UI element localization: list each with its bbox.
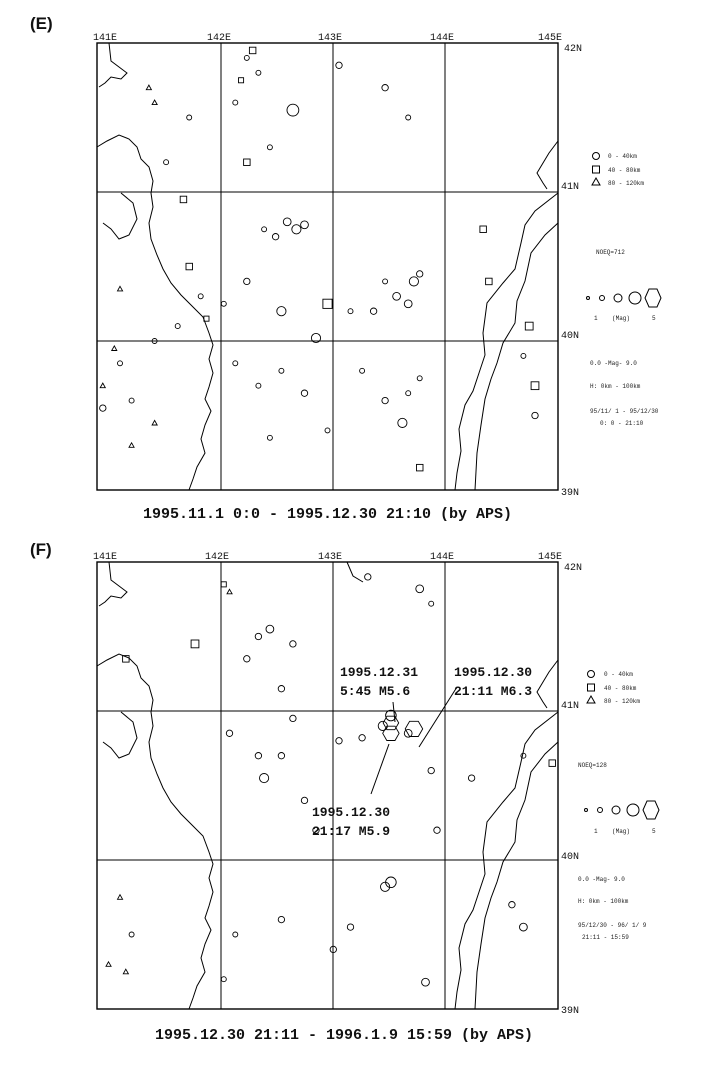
epicenter-e-44 (521, 353, 526, 358)
panel-f-label: (F) (30, 540, 52, 559)
coastline-mutsu-bay-f (103, 712, 137, 758)
mag-5-hexagon-icon-f (643, 801, 659, 819)
annotation-m59 (312, 803, 390, 841)
epicenter-e-39 (198, 294, 203, 299)
annotation-m63-time-mag: 21:11 M6.3 (454, 684, 533, 699)
epicenter-f-35 (129, 932, 134, 937)
period-dates-e: 95/11/ 1 - 95/12/30 (590, 408, 659, 415)
epicenter-e-43 (532, 412, 538, 418)
epicenter-e-31 (417, 376, 422, 381)
epicenter-e-21 (244, 278, 250, 284)
map-frame (97, 43, 558, 490)
mag-3-icon-f (612, 806, 620, 814)
annotation-m59-time-mag: 21:17 M5.9 (312, 824, 391, 839)
lon-label-141e-f: 141E (93, 552, 118, 563)
lon-label-145e: 145E (538, 33, 563, 44)
mag-scale-label-f: (Mag) (612, 828, 631, 835)
deep-triangle-icon (592, 178, 600, 185)
coastline-hokkaido (455, 141, 558, 490)
annotation-m56 (340, 663, 418, 701)
epicenter-e-58 (152, 100, 157, 105)
epicenter-f-45 (227, 589, 232, 594)
epicenter-e-3 (301, 221, 309, 229)
epicenter-f-17 (290, 715, 296, 721)
lon-label-141e: 141E (93, 33, 118, 44)
epicenter-e-53 (525, 322, 533, 330)
epicenter-f-44 (106, 962, 111, 967)
epicenter-e-1 (287, 104, 299, 116)
epicenter-e-28 (360, 368, 365, 373)
shallow-circle-icon (593, 153, 600, 160)
epicenter-f-0 (405, 721, 423, 736)
magnitude-scale-e (580, 285, 665, 311)
epicenter-f-11 (429, 601, 434, 606)
annotation-m59-date: 1995.12.30 (312, 805, 391, 820)
epicenter-e-61 (129, 443, 134, 448)
epicenter-e-16 (406, 115, 411, 120)
lat-label-41n-f: 41N (561, 701, 580, 712)
epicenter-e-12 (383, 279, 388, 284)
epicenter-e-0 (277, 307, 286, 316)
epicenter-f-9 (365, 574, 371, 580)
epicenter-f-18 (226, 730, 232, 736)
epicenter-f-40 (221, 582, 226, 587)
epicenter-e-50 (531, 382, 539, 390)
lon-label-145e-f: 145E (538, 552, 563, 563)
epicenter-f-19 (255, 753, 261, 759)
epicenter-f-42 (118, 895, 123, 900)
epicenter-f-43 (123, 969, 128, 974)
epicenter-e-2 (292, 225, 301, 234)
lat-label-42n-f: 42N (564, 563, 583, 574)
lat-label-42n: 42N (564, 44, 583, 55)
epicenter-e-32 (398, 418, 407, 427)
period-dates-f: 95/12/30 - 96/ 1/ 9 (578, 922, 647, 929)
magnitude-scale-f (578, 797, 663, 823)
epicenter-e-15 (382, 85, 388, 91)
epicenter-e-48 (323, 299, 332, 308)
epicenter-e-62 (152, 420, 157, 425)
epicenter-f-28 (509, 902, 515, 908)
epicenter-e-42 (409, 277, 418, 286)
epicenter-e-54 (249, 47, 256, 54)
depth-legend-symbols-e (590, 150, 604, 190)
epicenter-f-38 (191, 640, 199, 648)
caption-f: 1995.12.30 21:11 - 1996.1.9 15:59 (by APS) (155, 1027, 534, 1044)
epicenter-e-4 (283, 218, 291, 226)
epicenter-e-10 (417, 271, 423, 277)
epicenter-e-33 (325, 428, 330, 433)
epicenter-e-60 (112, 346, 117, 351)
epicenter-e-49 (486, 278, 493, 285)
map-frame-f (97, 562, 558, 1009)
leader-line-m59 (371, 744, 389, 794)
mag-range-e: 0.0 -Mag- 9.0 (590, 360, 637, 367)
epicenter-map-f (97, 562, 558, 1009)
mag-4-icon (629, 292, 641, 304)
epicenter-e-26 (301, 390, 307, 396)
epicenter-f-13 (255, 633, 261, 639)
coastline-honshu-north (97, 43, 213, 490)
epicenter-e-46 (186, 263, 193, 270)
epicenter-f-12 (266, 625, 274, 633)
epicenter-e-6 (262, 227, 267, 232)
lat-label-40n-f: 40N (561, 852, 580, 863)
epicenter-f-33 (233, 932, 238, 937)
epicenter-e-18 (256, 70, 261, 75)
epicenter-e-37 (118, 361, 123, 366)
epicenter-map-e (97, 43, 558, 490)
epicenter-e-29 (382, 397, 388, 403)
caption-e: 1995.11.1 0:0 - 1995.12.30 21:10 (by APS) (143, 506, 513, 523)
epicenter-f-36 (434, 827, 440, 833)
lon-label-143e: 143E (318, 33, 343, 44)
epicenter-e-22 (221, 301, 226, 306)
depth-range-f: H: 0km - 100km (578, 898, 629, 905)
epicenter-e-13 (348, 309, 353, 314)
epicenter-f-34 (221, 977, 226, 982)
legend-depth-shallow-f: 0 - 40km (604, 671, 633, 678)
lon-label-143e-f: 143E (318, 552, 343, 563)
epicenter-f-30 (347, 924, 353, 930)
depth-range-e: H: 0km - 100km (590, 383, 641, 390)
epicenter-e-57 (146, 85, 151, 90)
epicenter-e-20 (267, 145, 272, 150)
leader-line-m63 (419, 687, 457, 747)
intermediate-square-icon-f (588, 684, 595, 691)
epicenter-f-16 (278, 686, 284, 692)
mag-scale-max-e: 5 (652, 315, 656, 322)
legend-depth-deep-f: 80 - 120km (604, 698, 641, 705)
epicenter-f-20 (278, 753, 284, 759)
mag-2-icon (600, 296, 605, 301)
epicenter-f-21 (301, 797, 307, 803)
epicenter-e-14 (336, 62, 342, 68)
lat-label-41n: 41N (561, 182, 580, 193)
epicenter-f-23 (359, 735, 365, 741)
epicenter-e-51 (417, 464, 424, 471)
annotation-m63 (454, 663, 532, 701)
legend-depth-deep-e: 80 - 120km (608, 180, 645, 187)
epicenter-e-9 (404, 300, 412, 308)
epicenter-e-19 (233, 100, 238, 105)
epicenter-f-27 (520, 923, 528, 931)
events-e (100, 47, 539, 471)
coastline-mutsu-bay (103, 193, 137, 239)
lon-label-142e: 142E (207, 33, 232, 44)
mag-range-f: 0.0 -Mag- 9.0 (578, 876, 625, 883)
mag-5-hexagon-icon (645, 289, 661, 307)
mag-2-icon-f (598, 808, 603, 813)
epicenter-e-59 (118, 286, 123, 291)
lat-label-40n: 40N (561, 331, 580, 342)
epicenter-f-22 (336, 738, 342, 744)
annotation-m56-time-mag: 5:45 M5.6 (340, 684, 411, 699)
legend-depth-intermediate-f: 40 - 80km (604, 685, 637, 692)
epicenter-e-55 (239, 78, 244, 83)
mag-1-icon-f (585, 809, 588, 812)
events-f (106, 574, 556, 986)
epicenter-f-14 (290, 641, 296, 647)
epicenter-f-29 (422, 978, 430, 986)
epicenter-e-36 (100, 405, 106, 411)
epicenter-e-8 (393, 292, 401, 300)
mag-scale-label-e: (Mag) (612, 315, 631, 322)
epicenter-e-5 (272, 234, 278, 240)
lat-label-39n: 39N (561, 488, 580, 499)
deep-triangle-icon-f (587, 696, 595, 703)
mag-scale-min-e: 1 (594, 315, 598, 322)
epicenter-e-45 (244, 159, 251, 166)
epicenter-f-8 (260, 774, 269, 783)
mag-3-icon (614, 294, 622, 302)
mag-scale-min-f: 1 (594, 828, 598, 835)
annotation-m56-date: 1995.12.31 (340, 665, 419, 680)
epicenter-e-24 (256, 383, 261, 388)
period-times-f: 21:11 - 15:59 (582, 934, 629, 941)
shallow-circle-icon-f (588, 671, 595, 678)
legend-depth-shallow-e: 0 - 40km (608, 153, 637, 160)
epicenter-f-10 (416, 585, 424, 593)
epicenter-e-17 (244, 55, 249, 60)
depth-legend-symbols-f (585, 668, 599, 708)
period-times-e: 0: 0 - 21:10 (600, 420, 644, 427)
coastline-honshu-north-f (97, 562, 213, 1009)
epicenter-e-40 (164, 160, 169, 165)
epicenter-f-32 (278, 916, 284, 922)
epicenter-e-25 (279, 368, 284, 373)
epicenter-e-30 (406, 391, 411, 396)
legend-depth-intermediate-e: 40 - 80km (608, 167, 641, 174)
epicenter-e-27 (267, 435, 272, 440)
epicenter-f-25 (468, 775, 474, 781)
epicenter-f-41 (549, 760, 556, 767)
epicenter-f-15 (244, 656, 250, 662)
annotation-m63-date: 1995.12.30 (454, 665, 533, 680)
epicenter-e-63 (100, 383, 105, 388)
epicenter-f-26 (521, 753, 526, 758)
intermediate-square-icon (593, 166, 600, 173)
epicenter-e-23 (233, 361, 238, 366)
lon-label-144e-f: 144E (430, 552, 455, 563)
lon-label-142e-f: 142E (205, 552, 230, 563)
epicenter-f-2 (383, 726, 399, 740)
epicenter-e-38 (175, 324, 180, 329)
neq-count-f: NOEQ=128 (578, 762, 607, 769)
epicenter-f-24 (428, 767, 434, 773)
mag-1-icon (587, 297, 590, 300)
epicenter-e-11 (370, 308, 376, 314)
mag-scale-max-f: 5 (652, 828, 656, 835)
epicenter-e-47 (180, 196, 187, 203)
epicenter-e-41 (187, 115, 192, 120)
neq-count-e: NOEQ=712 (596, 249, 625, 256)
panel-e-label: (E) (30, 14, 53, 33)
epicenter-e-52 (480, 226, 487, 233)
lat-label-39n-f: 39N (561, 1006, 580, 1017)
coastline-hokkaido-f (347, 562, 558, 1009)
epicenter-e-35 (129, 398, 134, 403)
lon-label-144e: 144E (430, 33, 455, 44)
mag-4-icon-f (627, 804, 639, 816)
